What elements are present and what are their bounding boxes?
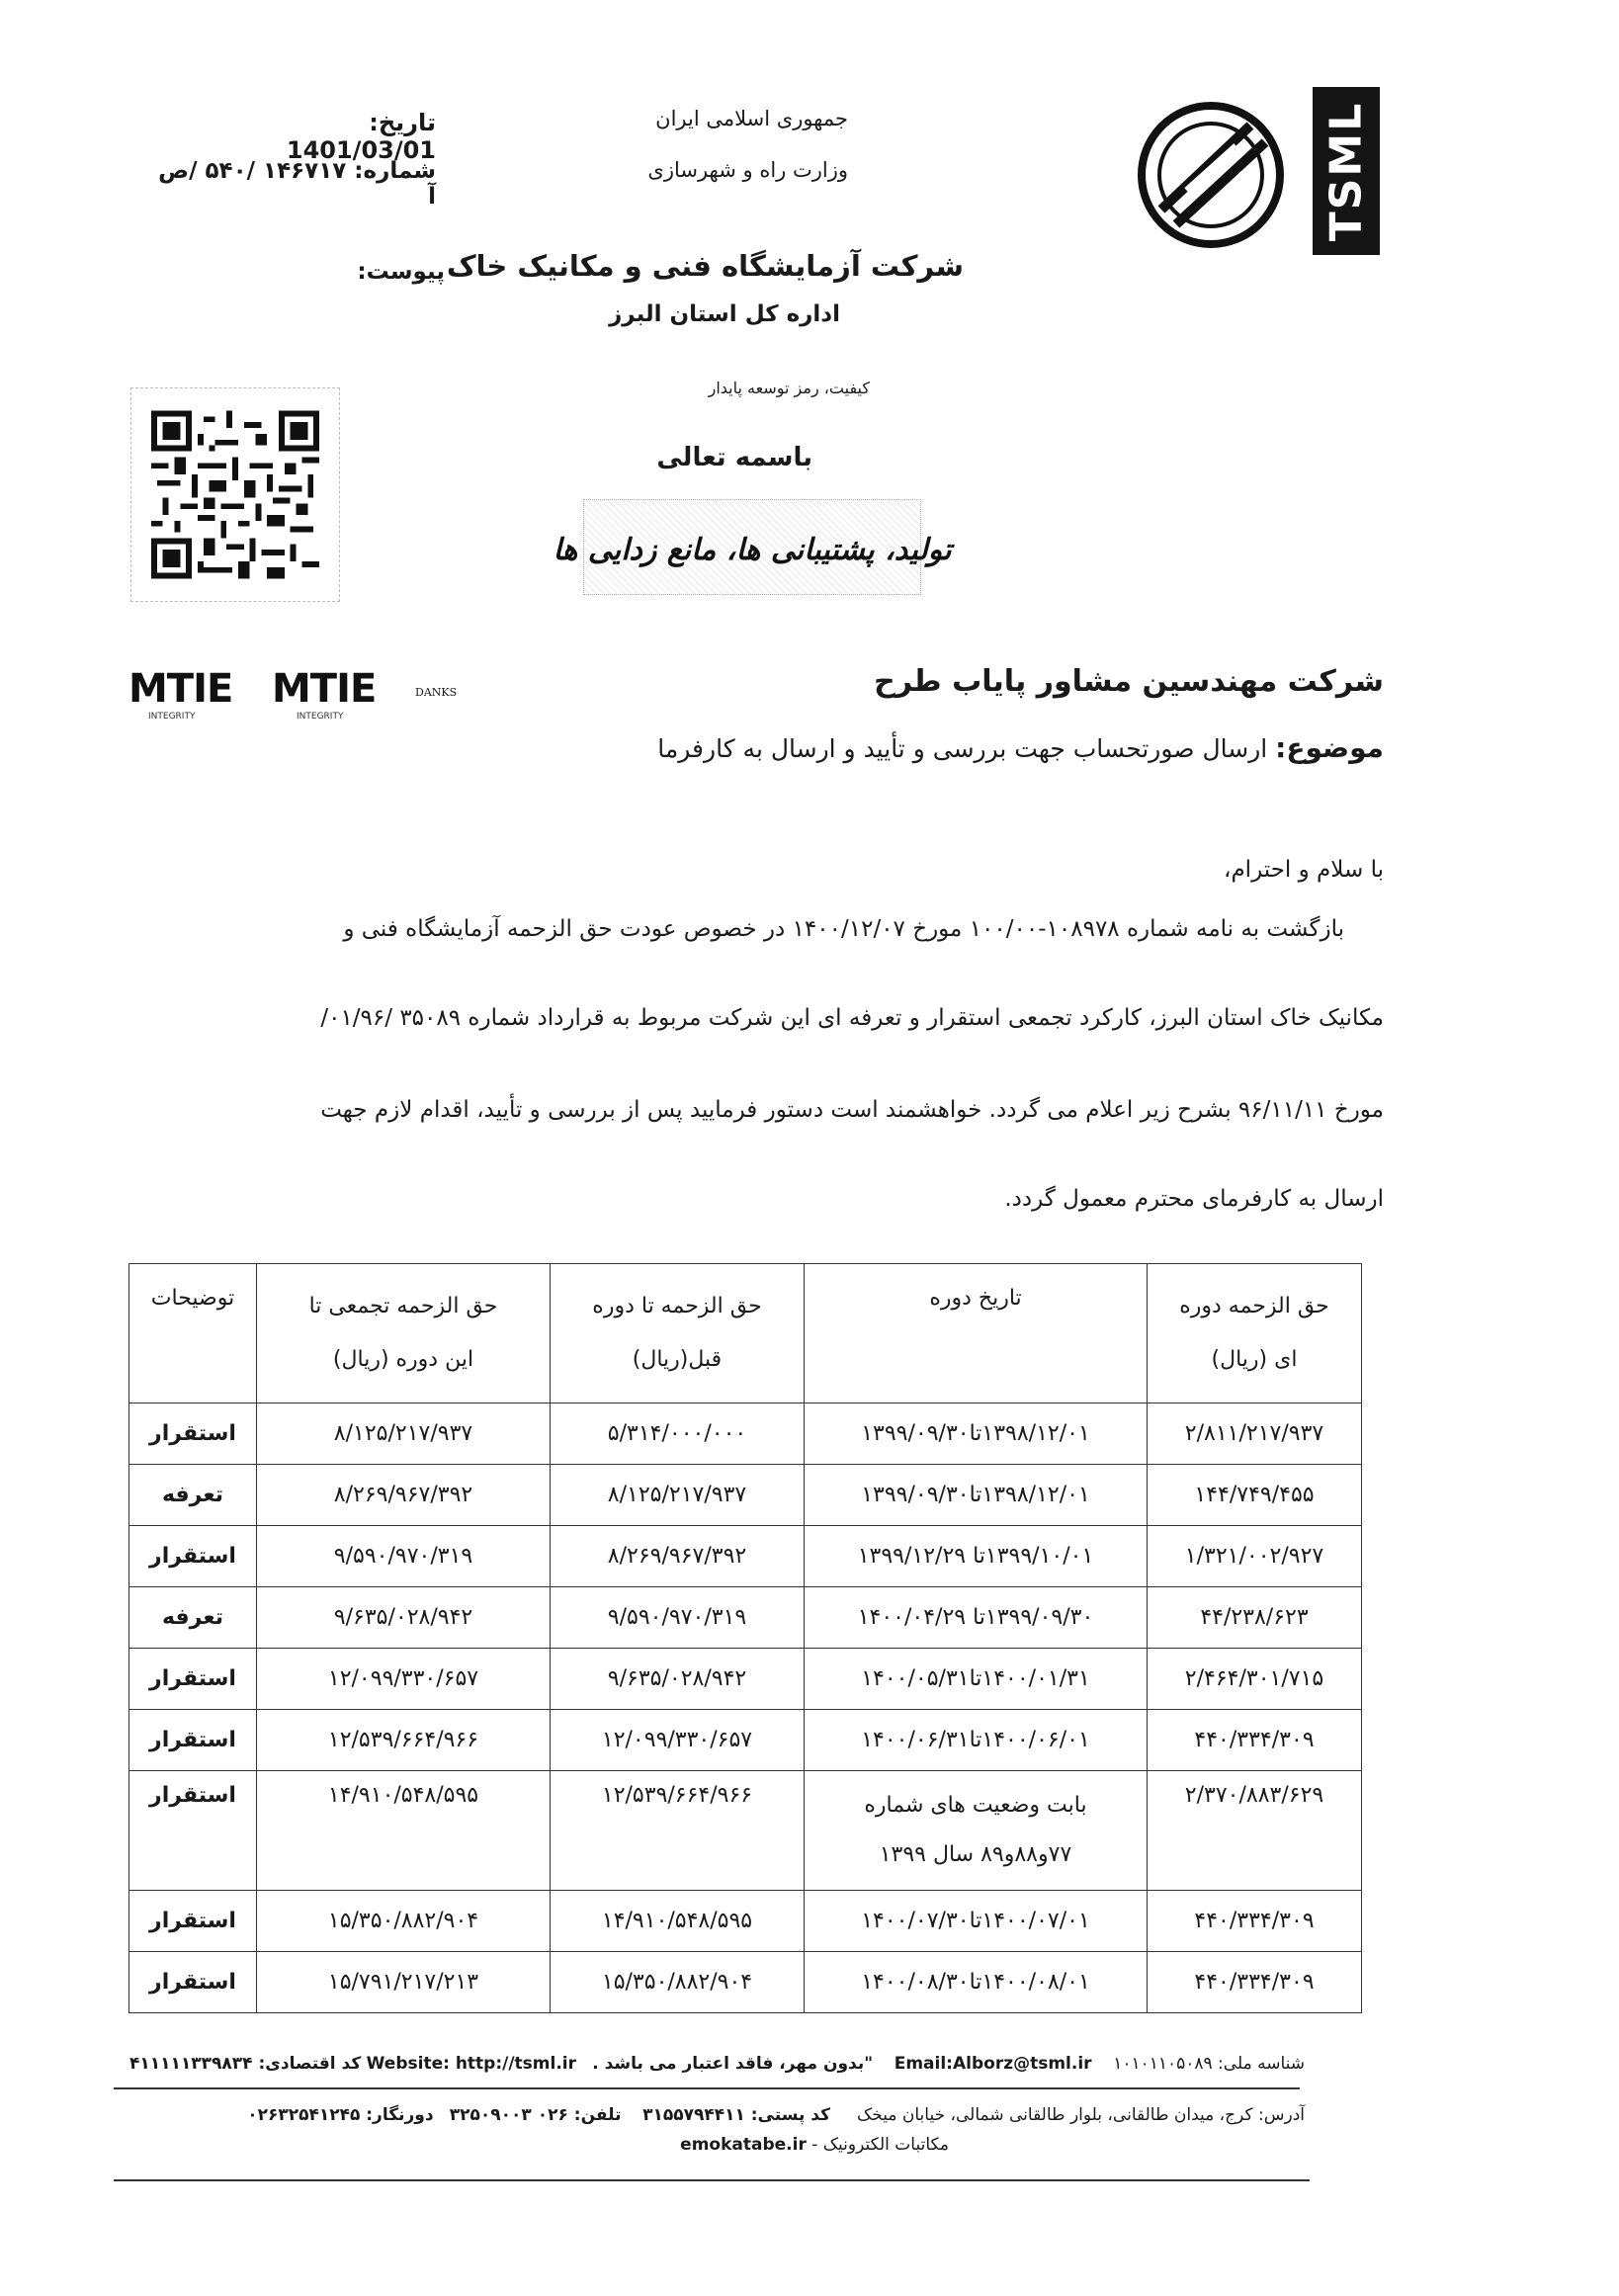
qr-code-frame (130, 387, 340, 602)
subject-line (554, 729, 1384, 767)
cell-notes: استقرار (129, 1771, 257, 1891)
greeting: با سلام و احترام، (1224, 857, 1384, 883)
header-cumulative (257, 1264, 551, 1403)
footer-divider-bottom (114, 2179, 1310, 2181)
mtie-logo-2: MTIE (272, 666, 377, 712)
cell-notes: استقرار (129, 1891, 257, 1952)
table-row (129, 1649, 1362, 1710)
period-date-line: بابت وضعیت های شماره (864, 1793, 1087, 1818)
cell-period-date (805, 1952, 1148, 2013)
subject-text: ارسال صورتحساب جهت بررسی و تأیید و ارسال به کارفرما (657, 734, 1268, 763)
table-row (129, 1465, 1362, 1526)
ministry-name: وزارت راه و شهرسازی (647, 158, 848, 182)
cell-prev-fee: ۹/۶۳۵/۰۲۸/۹۴۲ (551, 1649, 805, 1710)
cell-notes: استقرار (129, 1952, 257, 2013)
cell-period-date (805, 1403, 1148, 1465)
subject-label: موضوع: (1275, 731, 1384, 764)
company-name: شرکت آزمایشگاه فنی و مکانیک خاک (446, 249, 964, 283)
phone: تلفن: ۰۲۶ ۳۲۵۰۹۰۰۳ (449, 2105, 622, 2125)
cell-prev-fee: ۱۲/۵۳۹/۶۶۴/۹۶۶ (551, 1771, 805, 1891)
calligraphy-slogan-image (553, 500, 952, 594)
period-date-line: ۱۴۰۰/۰۱/۳۱تا۱۴۰۰/۰۵/۳۱ (861, 1666, 1090, 1691)
fax: دورنگار: ۰۲۶۳۲۵۴۱۲۴۵ (247, 2105, 434, 2125)
paragraph-line-1: بازگشت به نامه شماره ۱۰۸۹۷۸-۱۰۰/۰۰ مورخ ۱۴۰۰/۱۲/۰۷ در خصوص عودت حق الزحمه آزمایشگاه فنی و (343, 916, 1344, 942)
cell-period-fee: ۱۴۴/۷۴۹/۴۵۵ (1148, 1465, 1362, 1526)
cell-cumulative: ۱۲/۵۳۹/۶۶۴/۹۶۶ (257, 1710, 551, 1771)
mtie-sub-1: INTEGRITY (148, 712, 196, 722)
cell-notes: استقرار (129, 1710, 257, 1771)
country-name: جمهوری اسلامی ایران (655, 107, 848, 130)
mtie-sub-2: INTEGRITY (297, 712, 344, 722)
cell-notes: تعرفه (129, 1465, 257, 1526)
period-date-line: ۱۳۹۸/۱۲/۰۱تا۱۳۹۹/۰۹/۳۰ (861, 1421, 1090, 1446)
address: آدرس: کرج، میدان طالقانی، بلوار طالقانی شمالی، خیابان میخک (857, 2105, 1305, 2125)
table-row (129, 1403, 1362, 1465)
paragraph-line-2: مکانیک خاک استان البرز، کارکرد تجمعی استقرار و تعرفه ای این شرکت مربوط به قرارداد شماره ۳۵۰۸۹ /۰۱/۹۶/ (320, 1005, 1384, 1031)
tagline: کیفیت، رمز توسعه پایدار (708, 379, 870, 397)
cell-cumulative: ۱۵/۳۵۰/۸۸۲/۹۰۴ (257, 1891, 551, 1952)
economic-code: کد اقتصادی: ۴۱۱۱۱۱۳۳۹۸۳۴ (129, 2054, 362, 2074)
table-row (129, 1710, 1362, 1771)
cell-cumulative: ۱۵/۷۹۱/۲۱۷/۲۱۳ (257, 1952, 551, 2013)
header-period-date (805, 1264, 1148, 1403)
table-row (129, 1587, 1362, 1649)
cell-period-fee: ۲/۴۶۴/۳۰۱/۷۱۵ (1148, 1649, 1362, 1710)
footer-divider-top (114, 2087, 1300, 2089)
number-label: شماره: (354, 158, 436, 184)
slogan-calligraphy (553, 499, 952, 595)
paragraph-line-3: مورخ ۹۶/۱۱/۱۱ بشرح زیر اعلام می گردد. خواهشمند است دستور فرمایید پس از بررسی و تأیید، اقدام لازم جهت (320, 1097, 1384, 1123)
cell-cumulative: ۸/۱۲۵/۲۱۷/۹۳۷ (257, 1403, 551, 1465)
footer-line-2 (109, 2105, 1305, 2125)
date-value: 1401/03/01 (286, 136, 436, 164)
cell-period-date (805, 1465, 1148, 1526)
partner-logos (128, 664, 474, 727)
cell-period-date (805, 1710, 1148, 1771)
footer-line-3 (554, 2135, 949, 2155)
logo-text: TSML (1321, 101, 1372, 241)
header-text: تاریخ دوره (929, 1286, 1022, 1311)
header-prev-fee (551, 1264, 805, 1403)
cell-prev-fee: ۹/۵۹۰/۹۷۰/۳۱۹ (551, 1587, 805, 1649)
table-row (129, 1952, 1362, 2013)
header-text: توضیحات (150, 1286, 235, 1311)
cell-notes: تعرفه (129, 1587, 257, 1649)
cell-prev-fee: ۸/۱۲۵/۲۱۷/۹۳۷ (551, 1465, 805, 1526)
period-date-line: ۱۳۹۸/۱۲/۰۱تا۱۳۹۹/۰۹/۳۰ (861, 1483, 1090, 1507)
attachment-label: پیوست: (357, 259, 445, 285)
cell-cumulative: ۹/۵۹۰/۹۷۰/۳۱۹ (257, 1526, 551, 1587)
e-correspondence: مکاتبات الکترونیک - (811, 2135, 949, 2155)
header-text: حق الزحمه تا دوره (592, 1294, 762, 1318)
tsml-logo (1313, 87, 1380, 255)
cell-period-fee: ۲/۸۱۱/۲۱۷/۹۳۷ (1148, 1403, 1362, 1465)
email: Email:Alborz@tsml.ir (894, 2054, 1092, 2074)
paragraph-line-4: ارسال به کارفرمای محترم معمول گردد. (1004, 1186, 1384, 1212)
table-row (129, 1526, 1362, 1587)
number-value: ۱۴۶۷۱۷ /۵۴۰ /ص آ (158, 158, 436, 210)
table-row (129, 1891, 1362, 1952)
cell-period-date (805, 1771, 1148, 1891)
period-date-line: ۱۳۹۹/۱۰/۰۱تا ۱۳۹۹/۱۲/۲۹ (857, 1544, 1094, 1569)
cell-notes: استقرار (129, 1403, 257, 1465)
danks-logo: DANKS (415, 686, 458, 699)
bismillah: باسمه تعالی (656, 443, 812, 472)
e-site: emokatabe.ir (680, 2135, 807, 2155)
recipient: شرکت مهندسین مشاور پایاب طرح (874, 664, 1384, 699)
stamp-note: "بدون مهر، فاقد اعتبار می باشد . (592, 2054, 874, 2074)
header-text: قبل(ریال) (632, 1347, 723, 1372)
cell-period-fee: ۱/۳۲۱/۰۰۲/۹۲۷ (1148, 1526, 1362, 1587)
date-block (232, 109, 436, 164)
header-notes (129, 1264, 257, 1403)
table-row (129, 1771, 1362, 1891)
cell-notes: استقرار (129, 1526, 257, 1587)
national-id: شناسه ملی: ۱۰۱۰۱۱۰۵۰۸۹ (1113, 2054, 1305, 2074)
date-label: تاریخ: (369, 109, 436, 136)
period-date-line: ۱۴۰۰/۰۷/۰۱تا۱۴۰۰/۰۷/۳۰ (861, 1909, 1090, 1933)
table-header-row (129, 1264, 1362, 1403)
cell-period-date (805, 1649, 1148, 1710)
number-block (158, 158, 436, 210)
website: Website: http://tsml.ir (366, 2054, 577, 2074)
slogan-text: تولید، پشتیبانی ها، مانع زدایی ها (553, 533, 952, 567)
cell-period-date (805, 1526, 1148, 1587)
cell-period-fee: ۴۴۰/۳۳۴/۳۰۹ (1148, 1710, 1362, 1771)
cell-prev-fee: ۱۵/۳۵۰/۸۸۲/۹۰۴ (551, 1952, 805, 2013)
qr-code-icon (151, 403, 319, 586)
header-text: این دوره (ریال) (332, 1347, 474, 1372)
period-date-line: ۱۳۹۹/۰۹/۳۰تا ۱۴۰۰/۰۴/۲۹ (857, 1605, 1094, 1630)
header-text: حق الزحمه تجمعی تا (308, 1294, 498, 1318)
mtie-logo-1: MTIE (128, 666, 233, 712)
cell-cumulative: ۱۴/۹۱۰/۵۴۸/۵۹۵ (257, 1771, 551, 1891)
fees-table (128, 1263, 1362, 2013)
period-date-line: ۱۴۰۰/۰۶/۰۱تا۱۴۰۰/۰۶/۳۱ (861, 1728, 1090, 1752)
period-date-line: ۱۴۰۰/۰۸/۰۱تا۱۴۰۰/۰۸/۳۰ (861, 1970, 1090, 1995)
cell-period-fee: ۲/۳۷۰/۸۸۳/۶۲۹ (1148, 1771, 1362, 1891)
company-emblem-icon (1127, 91, 1295, 259)
cell-cumulative: ۱۲/۰۹۹/۳۳۰/۶۵۷ (257, 1649, 551, 1710)
cell-prev-fee: ۱۴/۹۱۰/۵۴۸/۵۹۵ (551, 1891, 805, 1952)
cell-prev-fee: ۸/۲۶۹/۹۶۷/۳۹۲ (551, 1526, 805, 1587)
cell-cumulative: ۹/۶۳۵/۰۲۸/۹۴۲ (257, 1587, 551, 1649)
header-period-fee (1148, 1264, 1362, 1403)
header-text: ای (ریال) (1211, 1347, 1298, 1372)
postal-code: کد پستی: ۳۱۵۵۷۹۴۴۱۱ (642, 2105, 831, 2125)
cell-period-fee: ۴۴/۲۳۸/۶۲۳ (1148, 1587, 1362, 1649)
office-name: اداره کل استان البرز (609, 301, 840, 327)
cell-period-date (805, 1587, 1148, 1649)
header-text: حق الزحمه دوره (1179, 1294, 1329, 1318)
cell-period-date (805, 1891, 1148, 1952)
cell-prev-fee: ۱۲/۰۹۹/۳۳۰/۶۵۷ (551, 1710, 805, 1771)
fees-table-body (129, 1403, 1362, 2013)
cell-period-fee: ۴۴۰/۳۳۴/۳۰۹ (1148, 1952, 1362, 2013)
footer-line-1 (109, 2054, 1305, 2074)
cell-notes: استقرار (129, 1649, 257, 1710)
cell-cumulative: ۸/۲۶۹/۹۶۷/۳۹۲ (257, 1465, 551, 1526)
cell-period-fee: ۴۴۰/۳۳۴/۳۰۹ (1148, 1891, 1362, 1952)
period-date-line: ۷۷و۸۸و۸۹ سال ۱۳۹۹ (879, 1842, 1072, 1867)
cell-prev-fee: ۵/۳۱۴/۰۰۰/۰۰۰ (551, 1403, 805, 1465)
